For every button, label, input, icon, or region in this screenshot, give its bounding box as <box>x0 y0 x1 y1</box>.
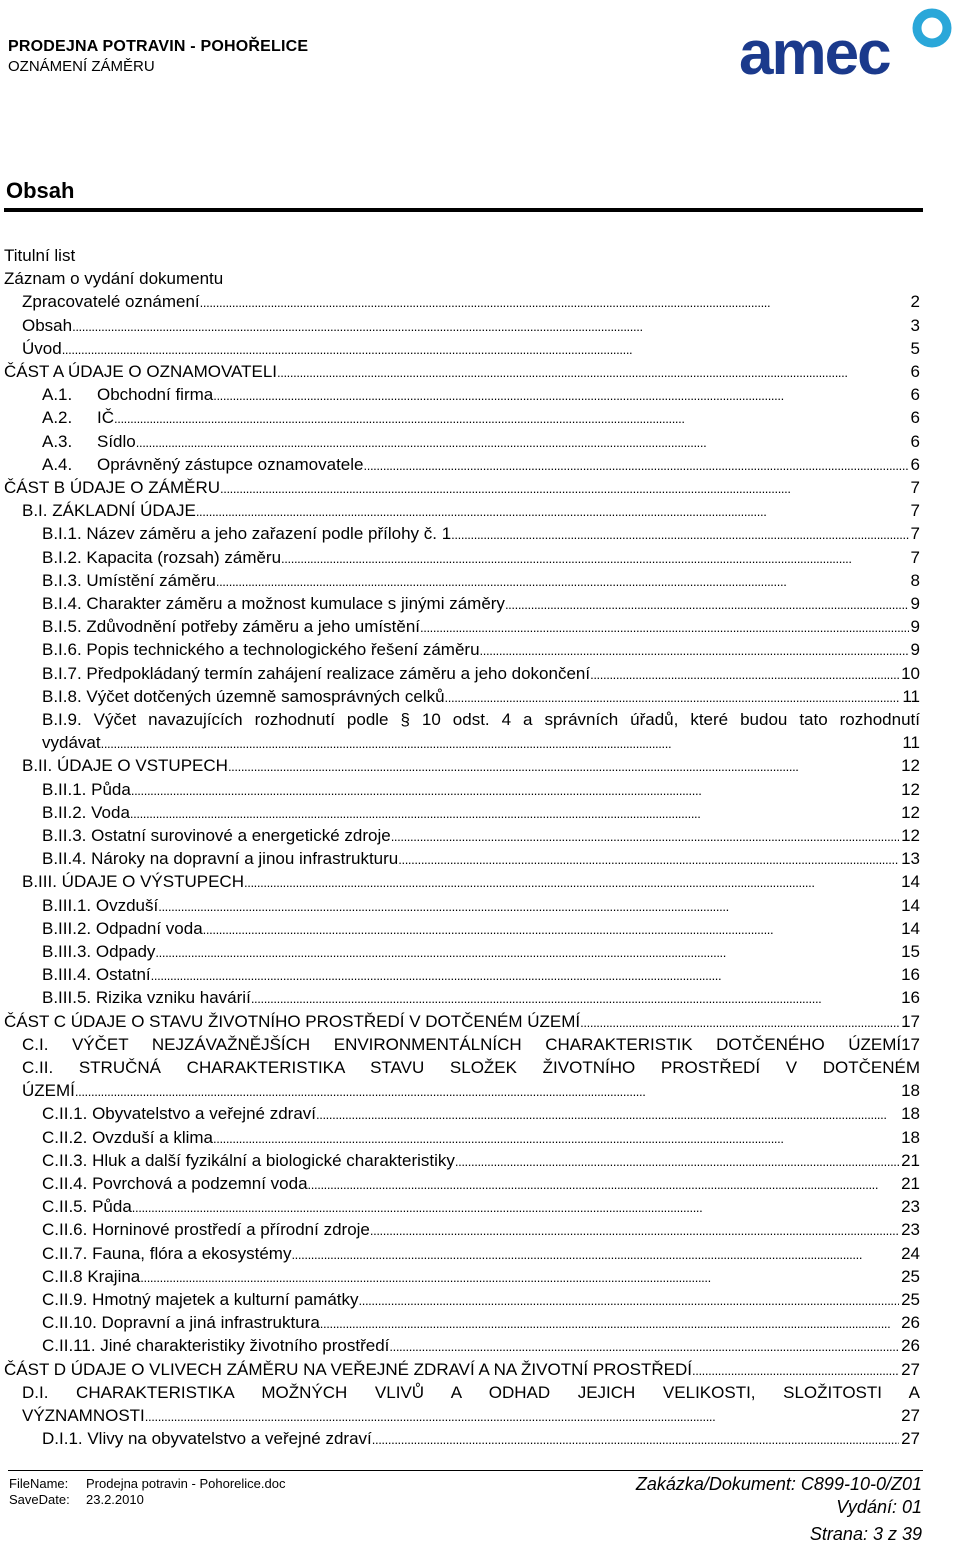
toc-leader-dots <box>101 733 901 755</box>
toc-page-number: 21 <box>901 1150 920 1170</box>
toc-entry-title: C.II.5. Půda <box>42 1197 132 1217</box>
toc-leader-dots <box>131 780 899 802</box>
toc-entry-title: C.II.9. Hmotný majetek a kulturní památky <box>42 1290 359 1309</box>
toc-entry-title: B.II.1. Půda <box>42 779 131 799</box>
toc-page-number: 6 <box>910 385 920 405</box>
toc-entry-title: B.III.2. Odpadní voda <box>42 918 203 938</box>
toc-entry[interactable] <box>4 1011 920 1033</box>
toc-entry[interactable] <box>4 268 920 290</box>
toc-entry-title: C.II.2. Ovzduší a klima <box>42 1127 213 1147</box>
toc-leader-dots <box>251 988 899 1010</box>
toc-entry-title: C.II.4. Povrchová a podzemní voda <box>42 1174 308 1193</box>
toc-entry[interactable] <box>42 709 920 731</box>
toc-page-number: 18 <box>901 1127 920 1147</box>
toc-entry-title: A.2. IČ <box>42 408 114 428</box>
toc-entry-title: B.II.3. Ostatní surovinové a energetické zdroje <box>42 826 391 845</box>
toc-entry[interactable] <box>42 593 920 615</box>
toc-page-number: 14 <box>901 918 920 938</box>
toc-entry[interactable] <box>22 1405 920 1427</box>
toc-entry-title: Záznam o vydání dokumentu <box>4 269 224 289</box>
toc-page-number: 15 <box>901 942 920 961</box>
filename-label: FileName: <box>9 1476 69 1491</box>
toc-page-number: 6 <box>910 362 920 381</box>
toc-entry[interactable] <box>4 477 920 499</box>
toc-page-number: 12 <box>901 802 920 822</box>
toc-entry-title: B.III.5. Rizika vzniku havárií <box>42 988 251 1008</box>
toc-entry[interactable] <box>42 941 920 963</box>
toc-entry[interactable] <box>22 755 920 777</box>
toc-leader-dots <box>213 385 908 407</box>
toc-entry-title: ČÁST A ÚDAJE O OZNAMOVATELI <box>4 362 278 381</box>
toc-leader-dots <box>580 1012 899 1034</box>
toc-entry-title: D.I. CHARAKTERISTIKA MOŽNÝCH VLIVŮ A ODHAD JEJICH VELIKOSTI, SLOŽITOSTI A <box>22 1382 920 1402</box>
toc-leader-dots <box>398 849 899 871</box>
toc-entry-title: Zpracovatelé oznámení <box>22 292 200 312</box>
toc-entry-title: B.III. ÚDAJE O VÝSTUPECH <box>22 872 244 892</box>
toc-leader-dots <box>370 1220 899 1242</box>
toc-page-number: 6 <box>910 408 920 428</box>
savedate-value: 23.2.2010 <box>86 1492 144 1507</box>
toc-page-number: 8 <box>910 570 920 590</box>
toc-entry-title: B.III.4. Ostatní <box>42 965 151 985</box>
toc-leader-dots <box>130 803 899 825</box>
toc-heading-rule <box>4 208 923 212</box>
toc-entry-title: VÝZNAMNOSTI <box>22 1406 145 1425</box>
toc-page-number: 7 <box>910 547 920 567</box>
toc-entry[interactable] <box>4 361 920 383</box>
toc-entry[interactable] <box>42 523 920 545</box>
toc-page-number: 25 <box>901 1290 920 1309</box>
toc-entry[interactable] <box>42 802 920 824</box>
toc-entry[interactable] <box>4 245 920 267</box>
toc-entry-title: B.I.5. Zdůvodnění potřeby záměru a jeho umístění <box>42 617 420 637</box>
toc-page-number: 21 <box>901 1174 920 1193</box>
toc-entry[interactable] <box>22 291 920 313</box>
toc-entry-title: C.I. VÝČET NEJZÁVAŽNĚJŠÍCH ENVIRONMENTÁLNÍCH CHARAKTERISTIK DOTČENÉHO ÚZEMÍ17 <box>22 1034 920 1054</box>
toc-entry-title: B.II.2. Voda <box>42 802 130 822</box>
toc-page-number: 26 <box>901 1336 920 1356</box>
toc-entry[interactable] <box>42 1150 920 1172</box>
toc-entry[interactable] <box>22 1382 920 1404</box>
toc-entry-number: A.2. <box>42 408 73 428</box>
toc-page-number: 12 <box>901 826 920 845</box>
toc-entry[interactable] <box>42 384 920 406</box>
toc-entry[interactable] <box>22 1080 920 1102</box>
toc-page-number: 18 <box>901 1081 920 1101</box>
savedate-label: SaveDate: <box>9 1492 70 1507</box>
toc-page-number: 12 <box>901 756 920 776</box>
toc-entry[interactable] <box>42 570 920 592</box>
toc-page-number: 13 <box>901 849 920 869</box>
toc-entry-title: Úvod <box>22 338 62 358</box>
toc-entry[interactable] <box>42 1127 920 1149</box>
toc-page-number: 16 <box>901 988 920 1008</box>
toc-page-number: 26 <box>901 1313 920 1333</box>
toc-entry-title: B.I.7. Předpokládaný termín zahájení realizace záměru a jeho dokončení <box>42 663 591 683</box>
toc-entry-title: vydávat <box>42 733 101 753</box>
toc-leader-dots <box>228 756 899 778</box>
toc-page-number: 9 <box>910 594 920 613</box>
toc-entry[interactable] <box>42 964 920 986</box>
toc-leader-dots <box>277 362 909 384</box>
toc-entry[interactable] <box>22 315 920 337</box>
toc-leader-dots <box>451 524 908 546</box>
toc-page-number: 27 <box>901 1406 920 1425</box>
toc-entry[interactable] <box>42 663 920 685</box>
toc-leader-dots <box>132 1197 899 1219</box>
toc-entry-title: B.III.3. Odpady <box>42 942 156 961</box>
toc-page-number: 24 <box>901 1243 920 1263</box>
page-number: Strana: 3 z 39 <box>809 1524 922 1544</box>
document-title: PRODEJNA POTRAVIN - POHOŘELICE <box>8 38 309 55</box>
toc-leader-dots <box>391 826 899 848</box>
toc-page-number: 14 <box>901 895 920 915</box>
toc-entry-title: D.I.1. Vlivy na obyvatelstvo a veřejné zdraví <box>42 1429 372 1449</box>
toc-entry-title: C.II.3. Hluk a další fyzikální a biologické charakteristiky <box>42 1150 455 1170</box>
toc-entry[interactable] <box>42 454 920 476</box>
toc-leader-dots <box>145 1406 899 1428</box>
logo-text: amec <box>739 19 890 86</box>
toc-entry[interactable] <box>42 407 920 429</box>
toc-page-number: 23 <box>901 1197 920 1217</box>
toc-entry[interactable] <box>42 686 920 708</box>
toc-entry[interactable] <box>42 848 920 870</box>
toc-entry[interactable] <box>42 1266 920 1288</box>
toc-entry-title: B.I.6. Popis technického a technologického řešení záměru <box>42 640 480 660</box>
toc-leader-dots <box>158 896 899 918</box>
toc-entry-title: ČÁST D ÚDAJE O VLIVECH ZÁMĚRU NA VEŘEJNÉ ZDRAVÍ A NA ŽIVOTNÍ PROSTŘEDÍ <box>4 1359 693 1379</box>
toc-page-number: 9 <box>910 640 920 660</box>
toc-leader-dots <box>136 432 909 454</box>
toc-page-number: 23 <box>901 1220 920 1240</box>
toc-leader-dots <box>359 1290 900 1312</box>
toc-entry-title: ČÁST B ÚDAJE O ZÁMĚRU <box>4 478 220 497</box>
toc-entry[interactable] <box>42 431 920 453</box>
toc-entry-title: C.II.6. Horninové prostředí a přírodní zdroje <box>42 1220 370 1240</box>
toc-entry-title: ČÁST C ÚDAJE O STAVU ŽIVOTNÍHO PROSTŘEDÍ V DOTČENÉM ÚZEMÍ <box>4 1011 581 1031</box>
toc-page-number: 5 <box>910 338 920 358</box>
toc-entry-title: B.III.1. Ovzduší <box>42 895 159 915</box>
toc-leader-dots <box>75 1081 899 1103</box>
toc-entry-title: B.II.4. Nároky na dopravní a jinou infrastrukturu <box>42 849 399 869</box>
toc-entry-title: B.I.8. Výčet dotčených územně samosprávných celků <box>42 686 445 706</box>
toc-entry-title: Obsah <box>22 315 73 335</box>
toc-leader-dots <box>445 687 901 709</box>
toc-entry[interactable] <box>42 616 920 638</box>
amec-logo <box>737 2 955 86</box>
toc-leader-dots <box>291 1244 899 1266</box>
toc-page-number: 18 <box>901 1104 920 1124</box>
toc-entry-title: A.4. Oprávněný zástupce oznamovatele <box>42 454 364 474</box>
toc-leader-dots <box>455 1151 899 1173</box>
toc-page-number: 2 <box>910 292 920 312</box>
toc-leader-dots <box>372 1429 899 1451</box>
toc-leader-dots <box>220 478 909 500</box>
toc-entry[interactable] <box>42 1196 920 1218</box>
toc-entry[interactable] <box>42 1243 920 1265</box>
toc-entry-title: C.II.10. Dopravní a jiná infrastruktura <box>42 1313 320 1333</box>
toc-leader-dots <box>281 548 908 570</box>
toc-page-number: 7 <box>910 501 920 521</box>
toc-leader-dots <box>320 1313 899 1335</box>
toc-entry-number: A.4. <box>42 454 73 474</box>
toc-leader-dots <box>364 455 909 477</box>
toc-page-number: 6 <box>910 431 920 451</box>
toc-entry-number: A.1. <box>42 385 73 405</box>
toc-page-number: 11 <box>902 686 920 706</box>
toc-leader-dots <box>505 594 909 616</box>
toc-entry[interactable] <box>42 547 920 569</box>
toc-entry[interactable] <box>22 871 920 893</box>
toc-entry-title: B.I.1. Název záměru a jeho zařazení podle přílohy č. 1 <box>42 524 452 544</box>
toc-entry-title: C.II.7. Fauna, flóra a ekosystémy <box>42 1243 292 1263</box>
footer-rule <box>8 1470 923 1471</box>
toc-entry-number: A.3. <box>42 431 73 451</box>
toc-entry-title: C.II.11. Jiné charakteristiky životního prostředí <box>42 1336 390 1356</box>
toc-page-number: 12 <box>901 779 920 799</box>
toc-entry[interactable] <box>42 1428 920 1450</box>
toc-leader-dots <box>480 640 909 662</box>
toc-page-number: 16 <box>901 965 920 985</box>
toc-leader-dots <box>196 501 909 523</box>
toc-leader-dots <box>140 1267 899 1289</box>
toc-heading: Obsah <box>6 178 75 203</box>
toc-leader-dots <box>389 1336 899 1358</box>
toc-entry-title: C.II. STRUČNÁ CHARAKTERISTIKA STAVU SLOŽEK ŽIVOTNÍHO PROSTŘEDÍ V DOTČENÉM <box>22 1058 920 1077</box>
toc-entry[interactable] <box>22 338 920 360</box>
toc-page-number: 14 <box>901 872 920 892</box>
toc-entry[interactable] <box>42 1173 920 1195</box>
toc-entry[interactable] <box>42 1335 920 1357</box>
toc-page-number: 11 <box>902 733 920 753</box>
toc-entry[interactable] <box>42 825 920 847</box>
toc-page-number: 7 <box>910 524 920 544</box>
toc-page-number: 9 <box>910 617 920 637</box>
toc-page-number: 17 <box>901 1011 920 1031</box>
toc-leader-dots <box>72 316 908 338</box>
toc-page-number: 25 <box>901 1266 920 1286</box>
toc-entry-title: B.I. ZÁKLADNÍ ÚDAJE <box>22 501 196 521</box>
toc-page-number: 3 <box>910 315 920 335</box>
toc-page-number: 10 <box>901 663 920 683</box>
filename-value: Prodejna potravin - Pohorelice.doc <box>86 1476 286 1491</box>
toc-leader-dots <box>420 617 909 639</box>
toc-entry[interactable] <box>4 1359 920 1381</box>
toc-entry-title: C.II.1. Obyvatelstvo a veřejné zdraví <box>42 1104 317 1124</box>
toc-leader-dots <box>590 664 899 686</box>
toc-entry-title: C.II.8 Krajina <box>42 1266 141 1286</box>
toc-entry[interactable] <box>42 918 920 940</box>
toc-entry-title: Titulní list <box>4 246 76 265</box>
toc-leader-dots <box>155 942 899 964</box>
toc-entry[interactable] <box>42 639 920 661</box>
toc-page-number: 7 <box>910 478 920 497</box>
toc-leader-dots <box>114 408 909 430</box>
toc-entry-title: A.3. Sídlo <box>42 431 136 451</box>
toc-entry-title: B.I.9. Výčet navazujících rozhodnutí podle § 10 odst. 4 a správních úřadů, které budou tato rozhodnutí <box>42 710 920 729</box>
toc-entry[interactable] <box>22 500 920 522</box>
toc-entry-title: ÚZEMÍ <box>22 1081 75 1101</box>
toc-entry-title: A.1. Obchodní firma <box>42 385 214 405</box>
toc-entry[interactable] <box>42 895 920 917</box>
toc-entry[interactable] <box>42 1219 920 1241</box>
toc-leader-dots <box>151 965 899 987</box>
toc-leader-dots <box>216 571 909 593</box>
toc-leader-dots <box>316 1104 899 1126</box>
order-number: Zakázka/Dokument: C899-10-0/Z01 <box>635 1474 922 1494</box>
document-subtitle: OZNÁMENÍ ZÁMĚRU <box>8 58 155 75</box>
toc-entry-title: B.I.2. Kapacita (rozsah) záměru <box>42 547 282 567</box>
toc-entry[interactable] <box>42 1289 920 1311</box>
toc-entry[interactable] <box>22 1057 920 1079</box>
toc-leader-dots <box>213 1128 899 1150</box>
toc-page-number: 27 <box>901 1359 920 1379</box>
toc-leader-dots <box>62 339 909 361</box>
toc-entry[interactable] <box>22 1034 920 1056</box>
toc-entry-title: B.I.4. Charakter záměru a možnost kumulace s jinými záměry <box>42 594 505 613</box>
toc-leader-dots <box>200 292 909 314</box>
toc-entry[interactable] <box>42 779 920 801</box>
toc-entry[interactable] <box>42 1312 920 1334</box>
toc-leader-dots <box>203 919 899 941</box>
toc-leader-dots <box>308 1174 900 1196</box>
toc-entry[interactable] <box>42 732 920 754</box>
toc-leader-dots <box>692 1360 899 1382</box>
issue-number: Vydání: 01 <box>836 1497 922 1517</box>
toc-entry-title: B.I.3. Umístění záměru <box>42 570 216 590</box>
toc-entry[interactable] <box>42 1103 920 1125</box>
toc-page-number: 6 <box>910 454 920 474</box>
toc-entry[interactable] <box>42 987 920 1009</box>
toc-leader-dots <box>244 872 899 894</box>
toc-page-number: 27 <box>901 1429 920 1449</box>
toc-entry-title: B.II. ÚDAJE O VSTUPECH <box>22 756 228 776</box>
